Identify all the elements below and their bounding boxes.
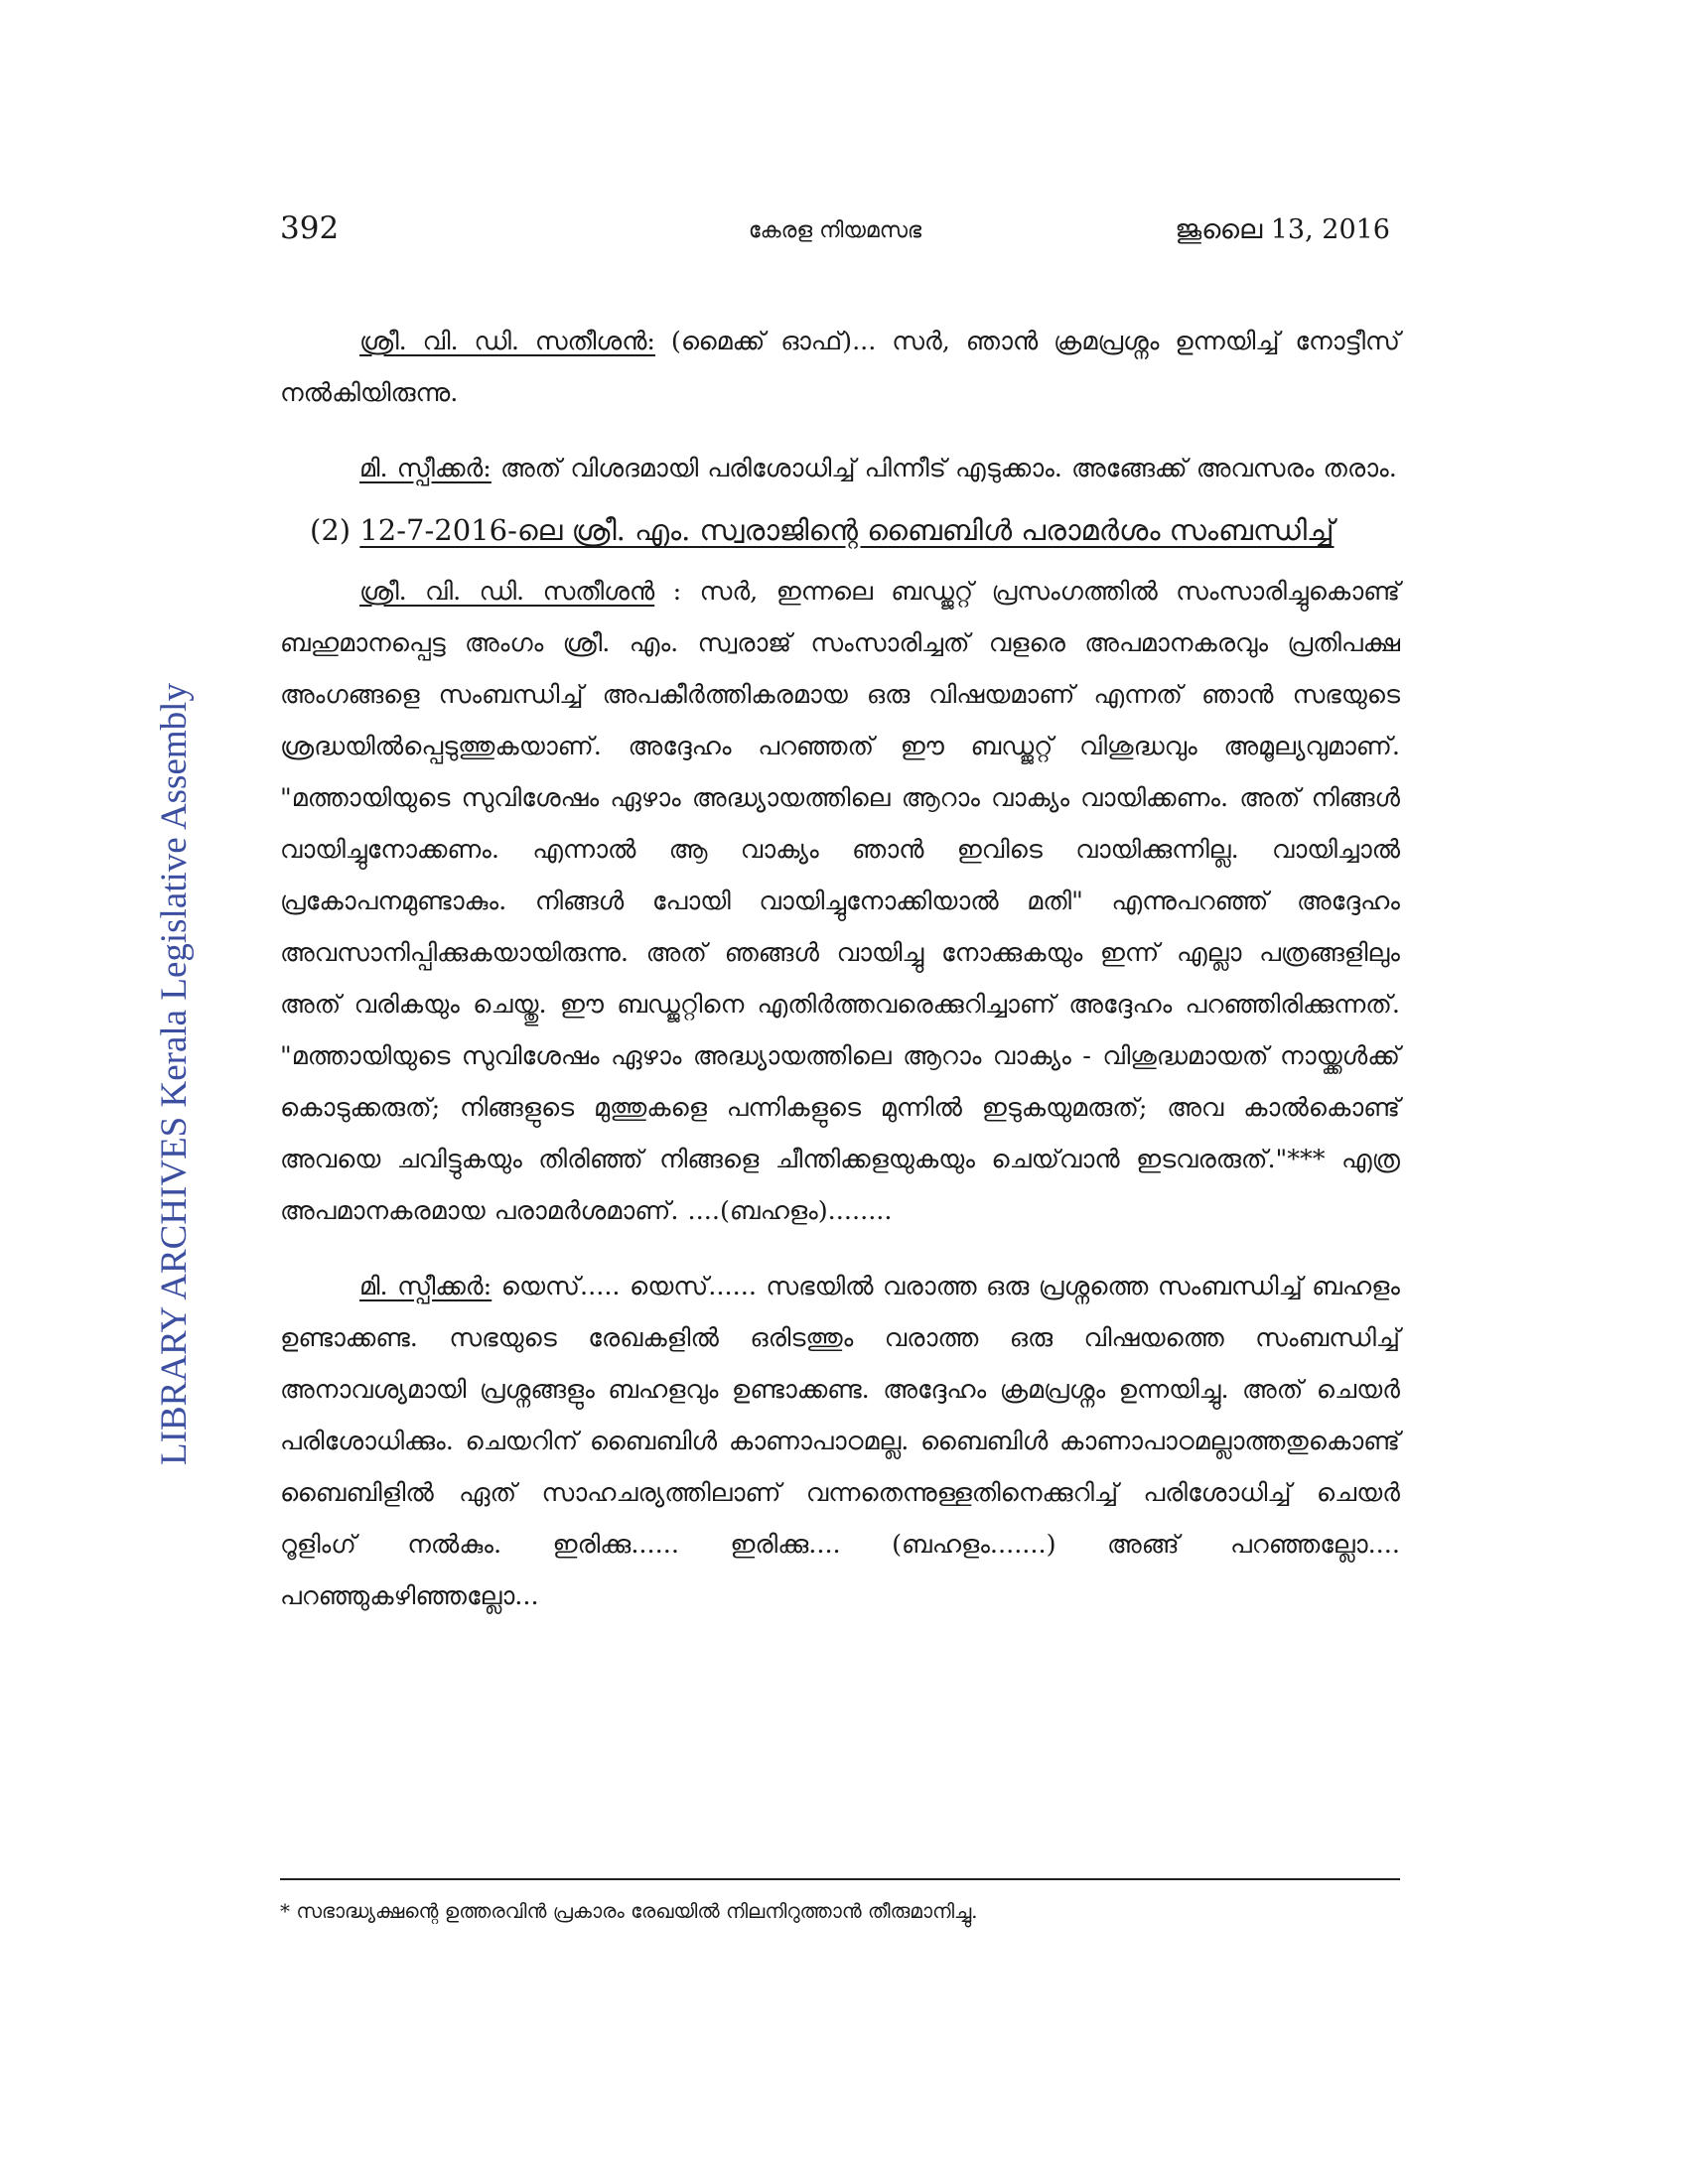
speaker-name: ശ്രീ. വി. ഡി. സതീശൻ: [359, 577, 655, 607]
footnote: * സഭാദ്ധ്യക്ഷന്റെ ഉത്തരവിൻ പ്രകാരം രേഖയിൽ നിലനിറുത്താൻ തീരുമാനിച്ചു.: [280, 1899, 978, 1923]
page-number: 392: [280, 210, 340, 246]
paragraph-speaker-2: [280, 1261, 1400, 1622]
page-date: ജൂലൈ 13, 2016: [1175, 214, 1390, 245]
section-title: 12-7-2016-ലെ ശ്രീ. എം. സ്വരാജിന്റെ ബൈബിൾ പരാമർശം സംബന്ധിച്ച്: [359, 513, 1335, 547]
speech-text: അത് വിശദമായി പരിശോധിച്ച് പിന്നീട് എടുക്കാം. അങ്ങേക്ക് അവസരം തരാം.: [491, 454, 1397, 483]
running-title: കേരള നിയമസഭ: [748, 218, 922, 243]
speaker-name: മി. സ്പീക്കർ:: [359, 454, 492, 483]
speech-text: (മൈക്ക് ഓഫ്)... സർ, ഞാൻ ക്രമപ്രശ്നം ഉന്നയിച്ച് നോട്ടീസ് നൽകിയിരുന്നു.: [280, 327, 1401, 408]
speech-text: യെസ്..... യെസ്...... സഭയിൽ വരാത്ത ഒരു പ്രശ്നത്തെ സംബന്ധിച്ച് ബഹളം ഉണ്ടാക്കണ്ട. സഭയുടെ രേഖകളിൽ ഒരിടത്തും വരാത്ത ഒരു വിഷയത്തെ സംബന്ധിച്ച് അനാവശ്യമായി പ്രശ്നങ്ങളും ബഹളവും ഉണ്ടാക്കണ്ട. അദ്ദേഹം ക്രമപ്രശ്നം ഉന്നയിച്ചു. അത് ചെയർ പരിശോധിക്കും. ചെയറിന് ബൈബിൾ കാണാപാഠമല്ല. ബൈബിൾ കാണാപാഠമല്ലാത്തതുകൊണ്ട് ബൈബിളിൽ ഏത് സാഹചര്യത്തിലാണ് വന്നതെന്നുള്ളതിനെക്കുറിച്ച് പരിശോധിച്ച് ചെയർ റൂളിംഗ് നൽകും. ഇരിക്കു...... ഇരിക്കു.... (ബഹളം.......) അങ്ങ് പറഞ്ഞല്ലോ.... പറഞ്ഞുകഴിഞ്ഞല്ലോ...: [280, 1272, 1400, 1611]
speech-text: : സർ, ഇന്നലെ ബഡ്ജറ്റ് പ്രസംഗത്തിൽ സംസാരിച്ചുകൊണ്ട് ബഹുമാനപ്പെട്ട അംഗം ശ്രീ. എം. സ്വരാജ് സംസാരിച്ചത് വളരെ അപമാനകരവും പ്രതിപക്ഷ അംഗങ്ങളെ സംബന്ധിച്ച് അപകീർത്തികരമായ ഒരു വിഷയമാണ് എന്നത് ഞാൻ സഭയുടെ ശ്രദ്ധയിൽപ്പെടുത്തുകയാണ്. അദ്ദേഹം പറഞ്ഞത് ഈ ബഡ്ജറ്റ് വിശുദ്ധവും അമൂല്യവുമാണ്. "മത്തായിയുടെ സുവിശേഷം ഏഴാം അദ്ധ്യായത്തിലെ ആറാം വാക്യം വായിക്കണം. അത് നിങ്ങൾ വായിച്ചുനോക്കണം. എന്നാൽ ആ വാക്യം ഞാൻ ഇവിടെ വായിക്കുന്നില്ല. വായിച്ചാൽ പ്രകോപനമുണ്ടാകും. നിങ്ങൾ പോയി വായിച്ചുനോക്കിയാൽ മതി" എന്നുപറഞ്ഞ് അദ്ദേഹം അവസാനിപ്പിക്കുകയായിരുന്നു. അത് ഞങ്ങൾ വായിച്ചു നോക്കുകയും ഇന്ന് എല്ലാ പത്രങ്ങളിലും അത് വരികയും ചെയ്തു. ഈ ബഡ്ജറ്റിനെ എതിർത്തവരെക്കുറിച്ചാണ് അദ്ദേഹം പറഞ്ഞിരിക്കുന്നത്. "മത്തായിയുടെ സുവിശേഷം ഏഴാം അദ്ധ്യായത്തിലെ ആറാം വാക്യം - വിശുദ്ധമായത് നായ്ക്കൾക്ക് കൊടുക്കരുത്; നിങ്ങളുടെ മുത്തുകളെ പന്നികളുടെ മുന്നിൽ ഇടുകയുമരുത്; അവ കാൽകൊണ്ട് അവയെ ചവിട്ടുകയും തിരിഞ്ഞ് നിങ്ങളെ ചീന്തിക്കളയുകയും ചെയ്‌വാൻ ഇടവരരുത്."*** എത്ര അപമാനകരമായ പരാമർശമാണ്. ....(ബഹളം)........: [280, 577, 1400, 1226]
speaker-name: മി. സ്പീക്കർ:: [359, 1272, 492, 1301]
paragraph-satheesan-2: [280, 566, 1400, 1237]
section-number: (2): [310, 513, 352, 547]
paragraph-satheesan-1: [280, 316, 1400, 419]
footnote-divider: [280, 1878, 1400, 1880]
archive-watermark: LIBRARY ARCHIVES Kerala Legislative Assembly: [154, 683, 195, 1465]
speaker-name: ശ്രീ. വി. ഡി. സതീശൻ:: [359, 327, 656, 356]
paragraph-speaker-1: [280, 443, 1400, 494]
proceedings-body: [280, 316, 1400, 1622]
section-heading: [310, 502, 1400, 558]
page-header: [280, 210, 1390, 260]
